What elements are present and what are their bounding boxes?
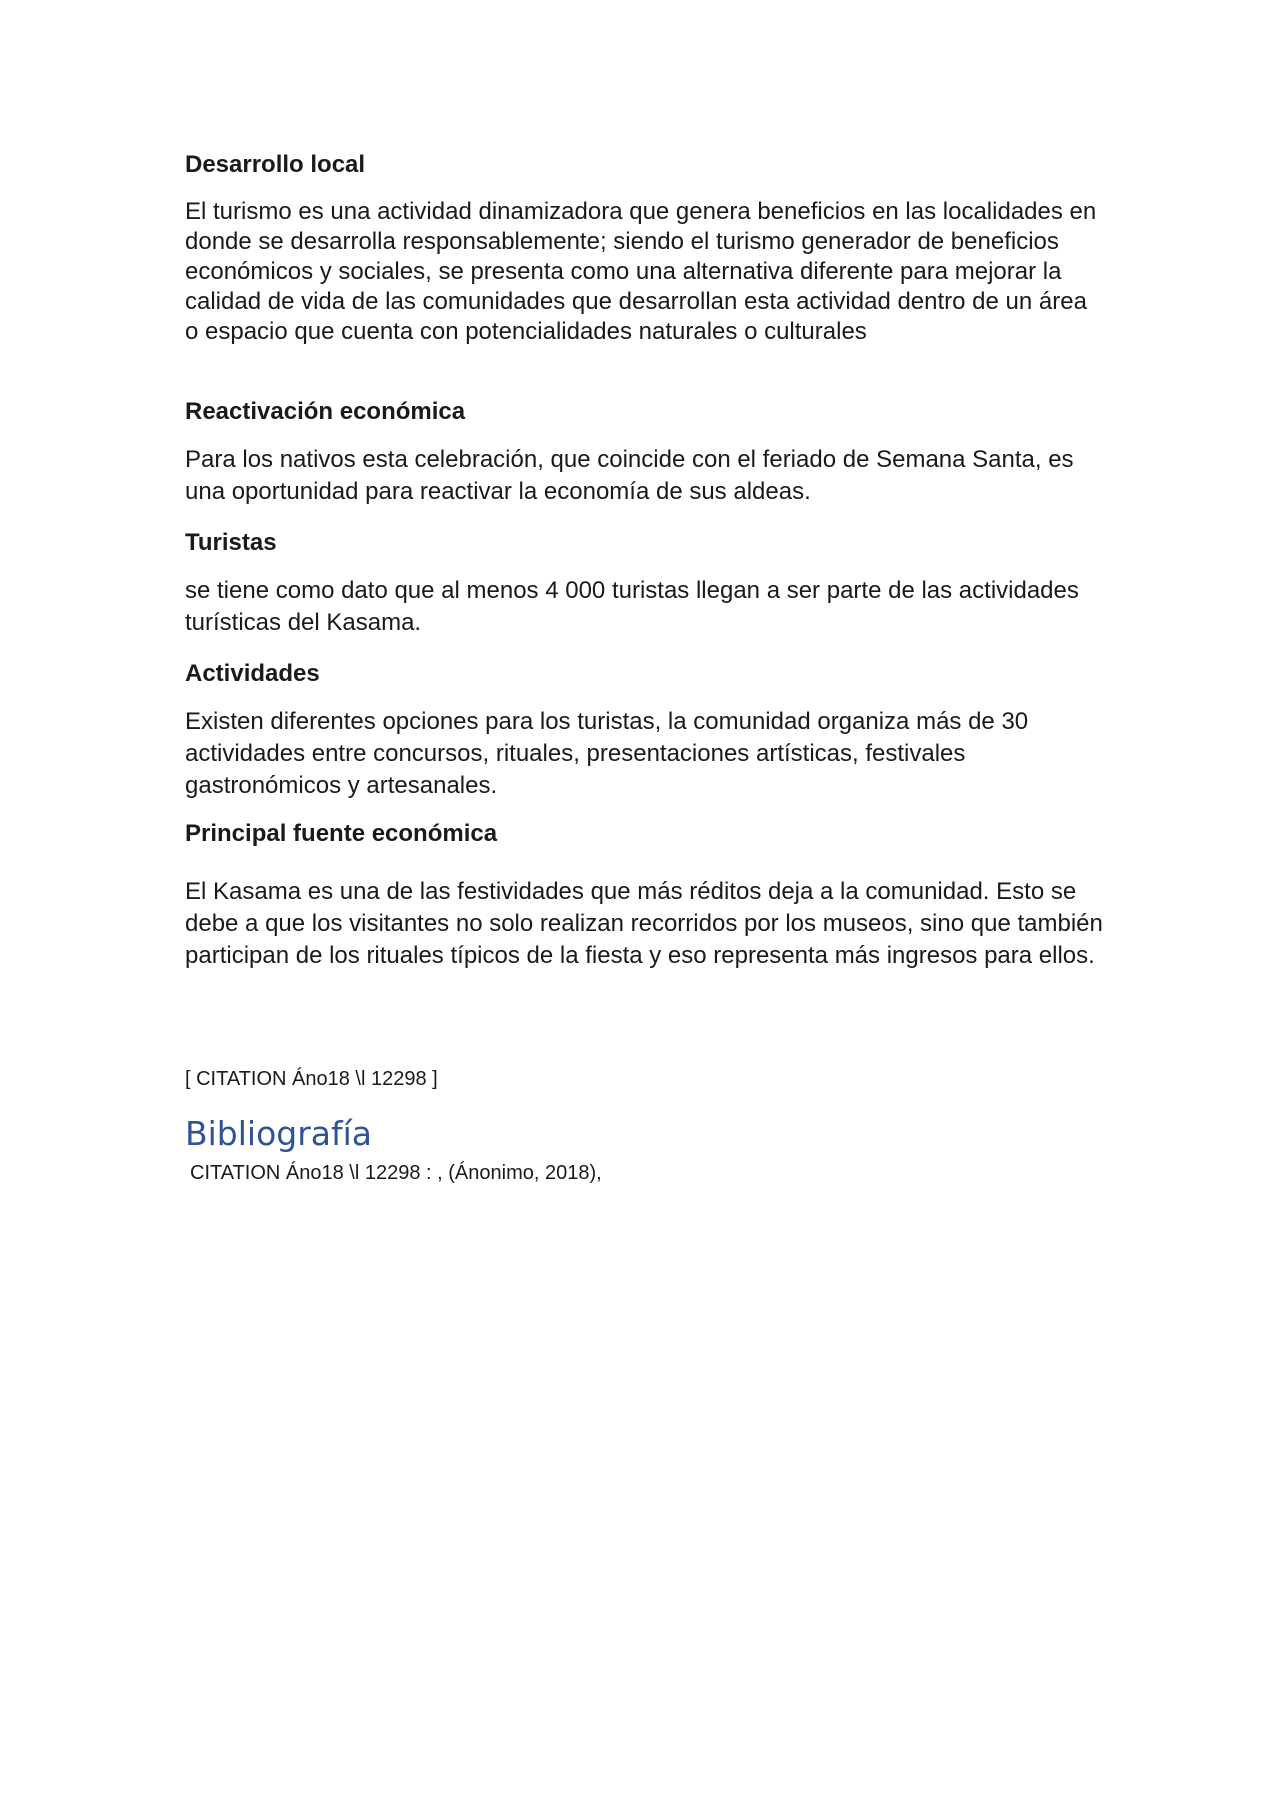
citation-field: [ CITATION Áno18 \l 12298 ] (185, 1068, 438, 1090)
bibliography-title: Bibliografía (185, 1114, 373, 1153)
section-paragraph-actividades: Existen diferentes opciones para los turistas, la comunidad organiza más de 30 actividades entre concursos, rituales, presentaciones artísticas, festivales gastronómicos y artesanales. (185, 708, 1029, 799)
section-paragraph-reactivacion-economica: Para los nativos esta celebración, que coincide con el feriado de Semana Santa, es una oportunidad para reactivar la economía de sus aldeas. (185, 446, 1074, 505)
section-heading-actividades: Actividades (185, 660, 320, 687)
section-heading-reactivacion-economica: Reactivación económica (185, 398, 466, 425)
bibliography-entry: CITATION Áno18 \l 12298 : , (Ánonimo, 2018), (190, 1162, 602, 1184)
section-paragraph-desarrollo-local: El turismo es una actividad dinamizadora que genera beneficios en las localidades en donde se desarrolla responsablemente; siendo el turismo generador de beneficios económicos y sociales, se presenta como una alternativa diferente para mejorar la calidad de vida de las comunidades que desarrollan esta actividad dentro de un área o espacio que cuenta con potencialidades naturales o culturales (185, 198, 1097, 345)
section-paragraph-principal-fuente-economica: El Kasama es una de las festividades que más réditos deja a la comunidad. Esto se debe a que los visitantes no solo realizan recorridos por los museos, sino que también participan de los rituales típicos de la fiesta y eso representa más ingresos para ellos. (185, 878, 1103, 969)
section-paragraph-turistas: se tiene como dato que al menos 4 000 turistas llegan a ser parte de las actividades turísticas del Kasama. (185, 577, 1079, 636)
section-heading-desarrollo-local: Desarrollo local (185, 151, 366, 178)
section-heading-turistas: Turistas (185, 529, 277, 556)
document-body (185, 150, 1105, 1186)
section-heading-principal-fuente-economica: Principal fuente económica (185, 820, 498, 847)
